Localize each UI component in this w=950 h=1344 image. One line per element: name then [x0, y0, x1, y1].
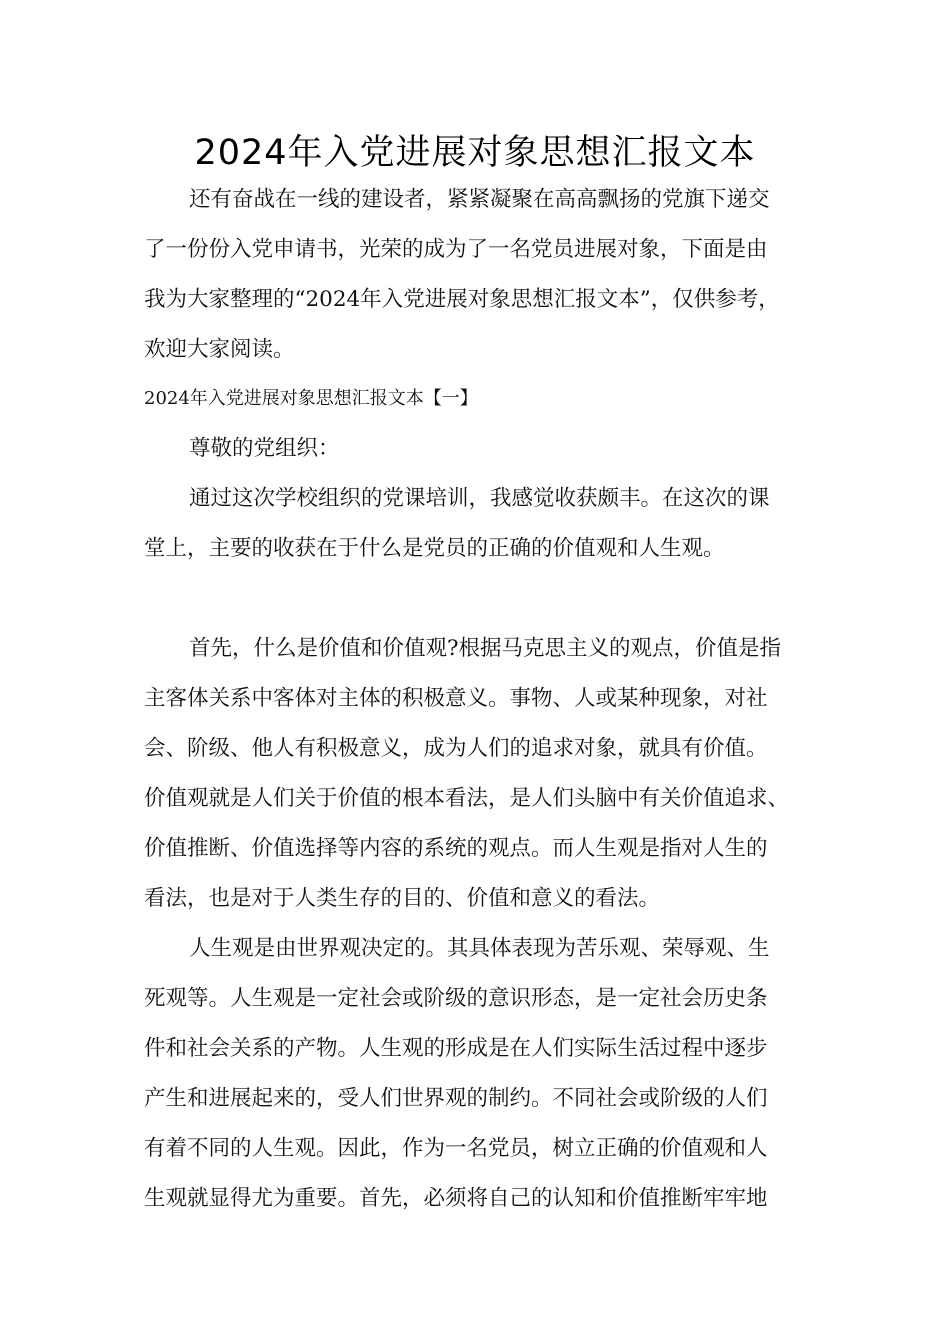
document-title: 2024年入党进展对象思想汇报文本 — [194, 133, 756, 173]
paragraph-line: 人生观是由世界观决定的。其具体表现为苦乐观、荣辱观、生 — [189, 936, 770, 961]
paragraph-line: 价值推断、价值选择等内容的系统的观点。而人生观是指对人生的 — [144, 836, 768, 861]
paragraph-line: 会、阶级、他人有积极意义，成为人们的追求对象，就具有价值。 — [144, 736, 768, 761]
paragraph-line: 产生和进展起来的，受人们世界观的制约。不同社会或阶级的人们 — [144, 1086, 768, 1111]
intro-line: 了一份份入党申请书，光荣的成为了一名党员进展对象，下面是由 — [144, 237, 768, 262]
paragraph-line: 首先，什么是价值和价值观?根据马克思主义的观点，价值是指 — [189, 636, 782, 661]
paragraph-line: 堂上，主要的收获在于什么是党员的正确的价值观和人生观。 — [144, 536, 725, 561]
paragraph-line: 主客体关系中客体对主体的积极意义。事物、人或某种现象，对社 — [144, 686, 768, 711]
paragraph-line: 通过这次学校组织的党课培训，我感觉收获颇丰。在这次的课 — [189, 486, 770, 511]
paragraph-line: 价值观就是人们关于价值的根本看法，是人们头脑中有关价值追求、 — [144, 786, 790, 811]
intro-line: 还有奋战在一线的建设者，紧紧凝聚在高高飘扬的党旗下递交 — [189, 187, 770, 212]
salutation: 尊敬的党组织： — [189, 436, 340, 461]
paragraph-line: 生观就显得尤为重要。首先，必须将自己的认知和价值推断牢牢地 — [144, 1186, 768, 1211]
paragraph-line: 有着不同的人生观。因此，作为一名党员，树立正确的价值观和人 — [144, 1136, 768, 1161]
paragraph-line: 件和社会关系的产物。人生观的形成是在人们实际生活过程中逐步 — [144, 1036, 768, 1061]
intro-line: 欢迎大家阅读。 — [144, 337, 295, 362]
section-heading: 2024年入党进展对象思想汇报文本【一】 — [144, 388, 478, 409]
intro-line: 我为大家整理的“2024年入党进展对象思想汇报文本”，仅供参考， — [144, 287, 780, 312]
paragraph-line: 看法，也是对于人类生存的目的、价值和意义的看法。 — [144, 886, 661, 911]
paragraph-line: 死观等。人生观是一定社会或阶级的意识形态，是一定社会历史条 — [144, 986, 768, 1011]
